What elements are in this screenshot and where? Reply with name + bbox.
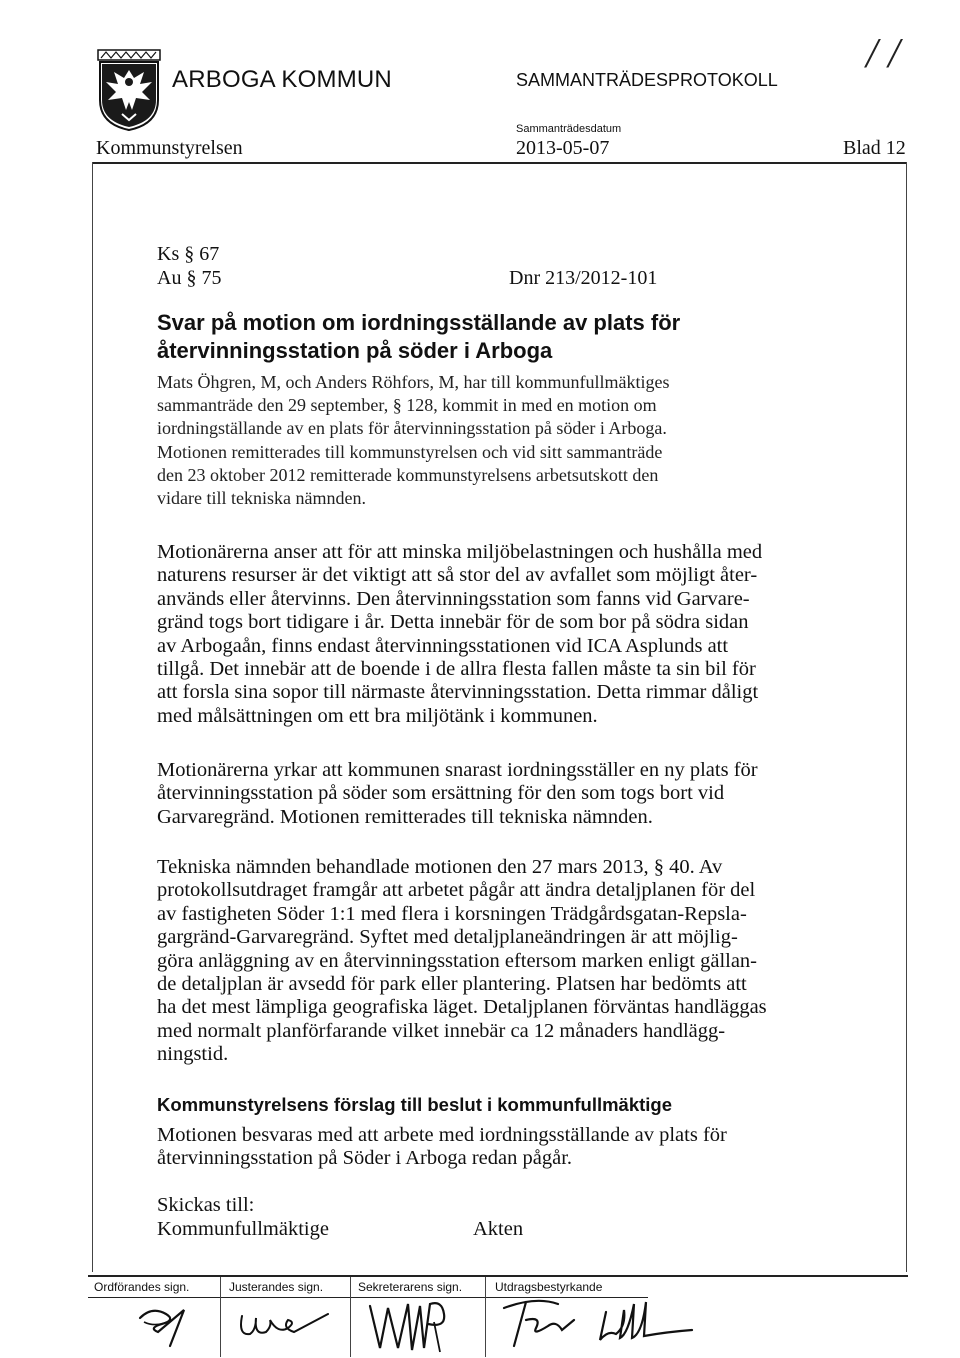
document-type: SAMMANTRÄDESPROTOKOLL (516, 70, 778, 90)
secretary-handwritten-signature (364, 1294, 474, 1356)
signature-divider (220, 1277, 221, 1357)
case-title: Svar på motion om iordningsställande av plats för återvinningsstation på söder i Arboga (157, 310, 681, 363)
sent-to-label: Skickas till: (157, 1194, 255, 1216)
signature-divider (350, 1277, 351, 1357)
chair-handwritten-signature (132, 1300, 202, 1350)
paragraph-motivation: Motionärerna anser att för att minska miljöbelastningen och hushålla med naturens resurser är det viktigt att så stor del av avfallet som möjligt åter- används eller återvinns. Den återvinningsstation som fanns vid Garvare- gränd togs bort tidigare i år. Detta innebär för de som bor på södra sidan av Arbogaån, finns endast återvinningsstationen vid ICA Asplunds att tillgå. Det innebär att de boende i de allra flesta fallen måste ta sin bil för att forsla sina sopor till närmaste återvinningsstation. Detta rimmar dåligt med målsättningen om ett bra miljötänk i kommunen. (157, 541, 763, 727)
signature-divider (485, 1277, 486, 1357)
left-frame-line (92, 162, 93, 1272)
arboga-coat-of-arms-logo (96, 48, 162, 132)
right-frame-line (906, 162, 907, 1272)
paragraph-technical-committee: Tekniska nämnden behandlade motionen den 27 mars 2013, § 40. Av protokollsutdraget framgår att arbetet pågår att ändra detaljplanen för del av fastigheten Söder 1:1 med flera i korsningen Trädgårdsgatan-Repsla- gargränd-Garvaregränd. Syftet med detaljplaneändringen är att möjlig- göra anläggning av en återvinningsstation eftersom marken enligt gällan- de detaljplan är avsedd för park eller plantering. Platsen har bedömts att ha det mest lämpliga geografiska läget. Detaljplanen förväntas handläggas med normalt planförfarande vilket innebär ca 12 månaders handlägg- ningstid. (157, 856, 767, 1066)
header-rule (92, 162, 907, 164)
committee-name: Kommunstyrelsen (96, 137, 243, 159)
recipient-item: Akten (473, 1218, 524, 1240)
sheet-number: Blad 12 (843, 137, 906, 159)
au-paragraph-ref: Au § 75 (157, 267, 222, 289)
paragraph-background: Mats Öhgren, M, och Anders Röhfors, M, har till kommunfullmäktiges sammanträde den 29 september, § 128, kommit in med en motion om iordningställande av en plats för återvinningsstation på söder i Arboga. Motionen remitterades till kommunstyrelsen och vid sitt sammanträde den 23 oktober 2012 remitterade kommunstyrelsens arbetsutskott den vidare till tekniska nämnden. (157, 372, 670, 509)
adjuster-handwritten-signature (236, 1306, 336, 1346)
extract-handwritten-signature (496, 1290, 706, 1356)
secretary-signature-label: Sekreterarens sign. (358, 1280, 463, 1294)
meeting-date-label: Sammanträdesdatum (516, 123, 622, 135)
proposal-heading: Kommunstyrelsens förslag till beslut i kommunfullmäktige (157, 1094, 673, 1115)
paragraph-request: Motionärerna yrkar att kommunen snarast iordningsställer en ny plats för återvinningsstation på söder som ersättning för den som togs bort vid Garvaregränd. Motionen remitterades till tekniska nämnden. (157, 759, 758, 828)
meeting-date: 2013-05-07 (516, 137, 610, 159)
signature-top-rule (88, 1275, 908, 1277)
handwritten-page-marks: / / (866, 31, 900, 77)
extract-certification-label: Utdragsbestyrkande (495, 1280, 603, 1294)
recipient-item: Kommunfullmäktige (157, 1218, 329, 1240)
diary-number: Dnr 213/2012-101 (509, 267, 658, 289)
proposal-text: Motionen besvaras med att arbete med iordningsställande av plats för återvinningsstation på Söder i Arboga redan pågår. (157, 1124, 727, 1170)
ks-paragraph-ref: Ks § 67 (157, 243, 220, 265)
adjuster-signature-label: Justerandes sign. (229, 1280, 324, 1294)
org-name: ARBOGA KOMMUN (172, 66, 392, 93)
chair-signature-label: Ordförandes sign. (94, 1280, 190, 1294)
